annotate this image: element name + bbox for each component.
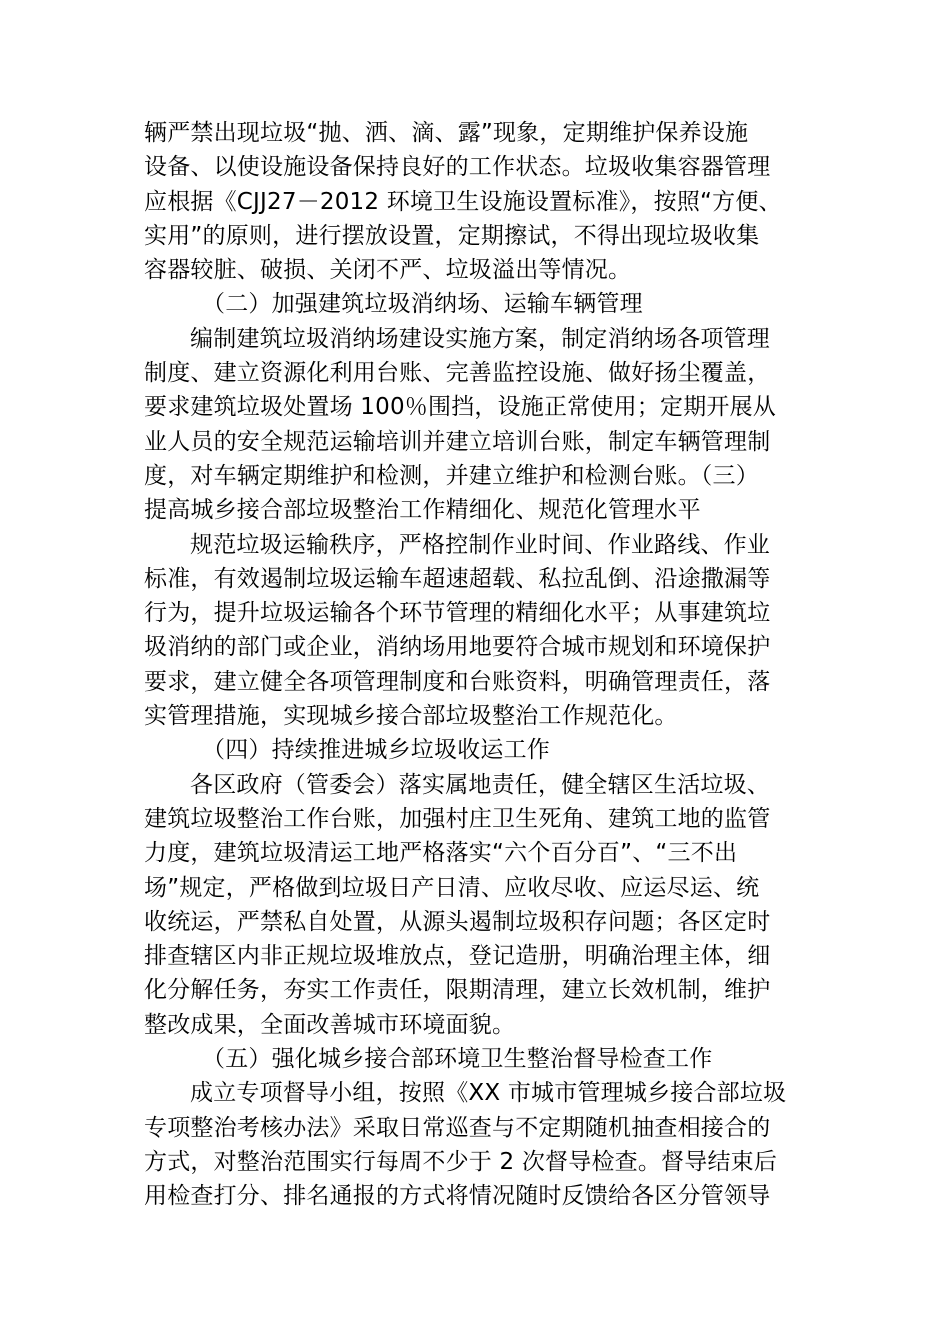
text-line: 收统运，严禁私自处置，从源头遏制垃圾积存问题；各区定时	[144, 908, 771, 935]
text-line: 要求，建立健全各项管理制度和台账资料，明确管理责任，落	[144, 668, 771, 695]
text-line: 应根据《CJJ27－2012 环境卫生设施设置标准》，按照“方便、	[144, 188, 782, 215]
text-line: 设备、以使设施设备保持良好的工作状态。垃圾收集容器管理	[144, 154, 771, 181]
text-line: 方式，对整治范围实行每周不少于 2 次督导检查。督导结束后	[144, 1148, 778, 1175]
text-line: 辆严禁出现垃圾“抛、洒、滴、露”现象，定期维护保养设施	[144, 120, 749, 146]
text-line: 专项整治考核办法》采取日常巡查与不定期随机抽查相接合的	[144, 1114, 771, 1141]
text-line: 规范垃圾运输秩序，严格控制作业时间、作业路线、作业	[190, 531, 770, 558]
text-line: 制度、建立资源化利用台账、完善监控设施、做好扬尘覆盖，	[144, 360, 771, 387]
section-heading-5: （五）强化城乡接合部环境卫生整治督导检查工作	[202, 1046, 713, 1073]
text-line: 实管理措施，实现城乡接合部垃圾整治工作规范化。	[144, 703, 678, 730]
text-line: 建筑垃圾整治工作台账，加强村庄卫生死角、建筑工地的监管	[144, 805, 771, 832]
text-line: 场”规定，严格做到垃圾日产日清、应收尽收、应运尽运、统	[144, 874, 760, 901]
text-line: 行为，提升垃圾运输各个环节管理的精细化水平；从事建筑垃	[144, 600, 771, 627]
text-line: 排查辖区内非正规垃圾堆放点，登记造册，明确治理主体，细	[144, 943, 771, 970]
text-line: 要求建筑垃圾处置场 100％围挡，设施正常使用；定期开展从	[144, 394, 777, 421]
section-heading-3: 提高城乡接合部垃圾整治工作精细化、规范化管理水平	[144, 497, 701, 524]
text-line: 度，对车辆定期维护和检测，并建立维护和检测台账。（三）	[144, 462, 759, 489]
text-line: 标准，有效遏制垃圾运输车超速超载、私拉乱倒、沿途撒漏等	[144, 565, 771, 592]
text-line: 成立专项督导小组，按照《XX 市城市管理城乡接合部垃圾	[190, 1080, 787, 1107]
text-line: 编制建筑垃圾消纳场建设实施方案，制定消纳场各项管理	[190, 325, 770, 352]
document-body	[144, 116, 814, 1214]
text-line: 用检查打分、排名通报的方式将情况随时反馈给各区分管领导	[144, 1183, 771, 1210]
section-heading-2: （二）加强建筑垃圾消纳场、运输车辆管理	[202, 291, 643, 318]
text-line: 化分解任务，夯实工作责任，限期清理，建立长效机制，维护	[144, 977, 771, 1004]
text-line: 整改成果，全面改善城市环境面貌。	[144, 1011, 516, 1038]
section-heading-4: （四）持续推进城乡垃圾收运工作	[202, 737, 550, 764]
text-line: 圾消纳的部门或企业，消纳场用地要符合城市规划和环境保护	[144, 634, 771, 661]
text-line: 实用”的原则，进行摆放设置，定期擦试，不得出现垃圾收集	[144, 222, 760, 249]
text-line: 业人员的安全规范运输培训并建立培训台账，制定车辆管理制	[144, 428, 771, 455]
text-line: 各区政府（管委会）落实属地责任，健全辖区生活垃圾、	[190, 771, 770, 798]
text-line: 容器较脏、破损、关闭不严、垃圾溢出等情况。	[144, 257, 632, 284]
text-line: 力度，建筑垃圾清运工地严格落实“六个百分百”、“三不出	[144, 840, 738, 867]
